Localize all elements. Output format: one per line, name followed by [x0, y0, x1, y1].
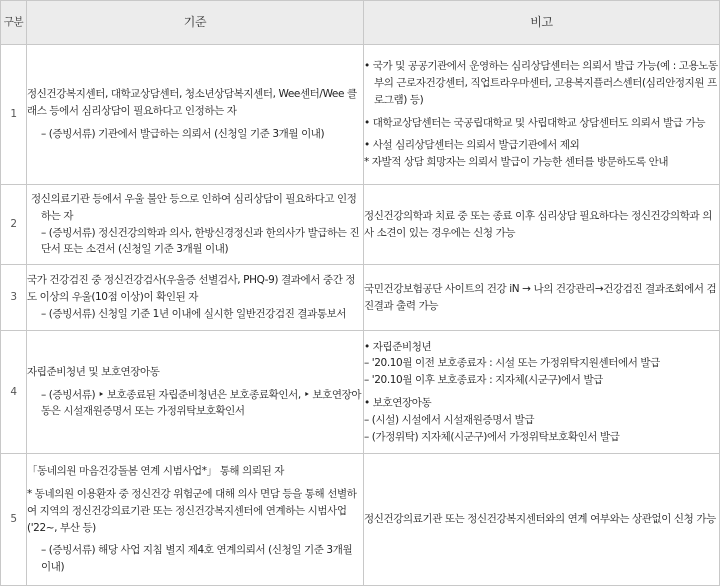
evidence-text: – (증빙서류) 해당 사업 지침 별지 제4호 연계의뢰서 (신청일 기준 3개월 이내) [41, 544, 353, 574]
note-cell [364, 265, 720, 331]
row-number: 2 [1, 185, 27, 265]
evidence-text: – (증빙서류) 기관에서 발급하는 의뢰서 (신청일 기준 3개월 이내) [41, 127, 325, 140]
row-number: 3 [1, 265, 27, 331]
criteria-text: 국가 건강검진 중 정신건강검사(우울증 선별검사, PHQ-9) 결과에서 중간 정도 이상의 우울(10점 이상)이 확인된 자 [27, 274, 356, 304]
table-row [1, 45, 720, 185]
header-no-label: 구분 [3, 15, 24, 28]
note-text: • 대학교상담센터는 국공립대학교 및 사립대학교 상담센터도 의뢰서 발급 가능 [364, 116, 706, 129]
criteria-cell [27, 45, 364, 185]
table-row [1, 185, 720, 265]
note-cell [364, 331, 720, 454]
criteria-text: 「동네의원 마음건강돌봄 연계 시범사업*」 통해 의뢰된 자 [27, 465, 285, 478]
note-cell [364, 185, 720, 265]
criteria-text: 정신의료기관 등에서 우울 불안 등으로 인하여 심리상담이 필요하다고 인정하는 자 [31, 192, 357, 222]
criteria-cell [27, 265, 364, 331]
row-number: 1 [1, 45, 27, 185]
table-row [1, 454, 720, 586]
note-text: • 국가 및 공공기관에서 운영하는 심리상담센터는 의뢰서 발급 가능(예 : 고용노동부의 근로자건강센터, 직업트라우마센터, 고용복지플러스센터(심리안정지원 프로그램) 등) [364, 60, 718, 106]
criteria-cell [27, 454, 364, 586]
criteria-cell [27, 185, 364, 265]
criteria-cell [27, 331, 364, 454]
table-header-row [1, 1, 720, 45]
row-number: 4 [1, 331, 27, 454]
note-text: – '20.10월 이전 보호종료자 : 시설 또는 가정위탁지원센터에서 발급 [364, 357, 660, 370]
note-cell [364, 454, 720, 586]
footnote-text: * 동네의원 이용환자 중 정신건강 위험군에 대해 의사 면담 등을 통해 선별하여 지역의 정신건강의료기관 또는 정신건강복지센터에 연계하는 시범사업('22~, 부산 등) [27, 487, 357, 534]
evidence-text: – (증빙서류) 신청일 기준 1년 이내에 실시한 일반건강검진 결과통보서 [41, 307, 347, 320]
evidence-text: – (증빙서류) ‣ 보호종료된 자립준비청년은 보호종료확인서, ‣ 보호연장아동은 시설재원증명서 또는 가정위탁보호확인서 [41, 388, 362, 418]
note-text: 정신건강의료기관 또는 정신건강복지센터와의 연계 여부와는 상관없이 신청 가능 [364, 513, 716, 526]
criteria-text: 자립준비청년 및 보호연장아동 [27, 365, 160, 378]
evidence-text: – (증빙서류) 정신건강의학과 의사, 한방신경정신과 한의사가 발급하는 진단서 또는 소견서 (신청일 기준 3개월 이내) [41, 226, 360, 256]
note-text: – (가정위탁) 지자체(시군구)에서 가정위탁보호확인서 발급 [364, 430, 620, 443]
note-text: 국민건강보험공단 사이트의 건강 iN → 나의 건강관리→건강검진 결과조회에서 검진결과 출력 가능 [364, 282, 717, 312]
row-number: 5 [1, 454, 27, 586]
note-text: • 자립준비청년 [364, 340, 432, 353]
table-row [1, 265, 720, 331]
note-text: • 사설 심리상담센터는 의뢰서 발급기관에서 제외 [364, 139, 580, 152]
note-text: – '20.10월 이후 보호종료자 : 지자체(시군구)에서 발급 [364, 374, 603, 387]
header-criteria: 기준 [27, 1, 364, 45]
note-text: – (시설) 시설에서 시설재원증명서 발급 [364, 413, 535, 426]
criteria-text: 정신건강복지센터, 대학교상담센터, 청소년상담복지센터, Wee센터/Wee 클래스 등에서 심리상담이 필요하다고 인정하는 자 [27, 88, 357, 118]
note-text: * 자발적 상담 희망자는 의뢰서 발급이 가능한 센터를 방문하도록 안내 [364, 156, 669, 169]
note-text: 정신건강의학과 치료 중 또는 종료 이후 심리상담 필요하다는 정신건강의학과 의사 소견이 있는 경우에는 신청 가능 [364, 209, 712, 239]
header-note: 비고 [364, 1, 720, 45]
note-text: • 보호연장아동 [364, 397, 432, 409]
note-cell [364, 45, 720, 185]
header-no [1, 1, 27, 45]
table-row [1, 331, 720, 454]
